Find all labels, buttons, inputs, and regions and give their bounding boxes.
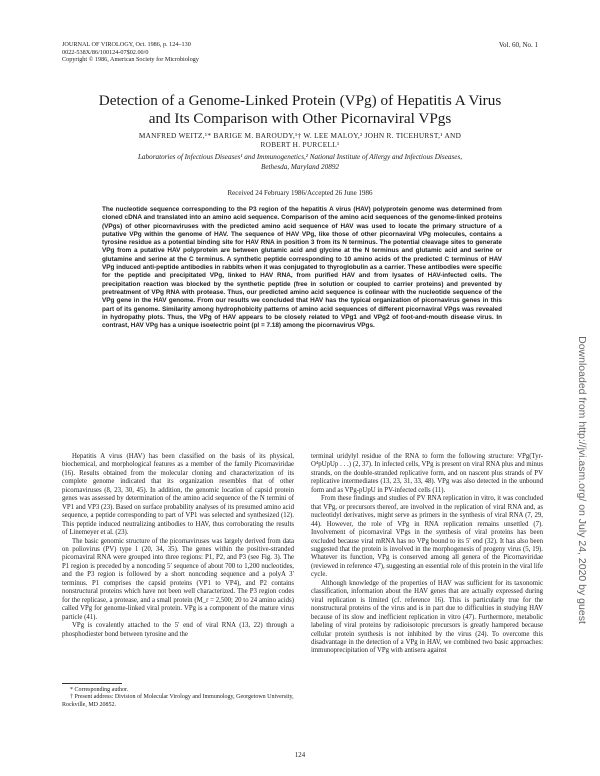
download-watermark: Downloaded from http://jvi.asm.org/ on July 24, 2020 by guest bbox=[576, 336, 588, 624]
page-number: 124 bbox=[294, 752, 306, 759]
paragraph: The basic genomic structure of the picornaviruses was largely derived from data on poliovirus (PV) type 1 (20, 34, 35). The genes within the positive-stranded picornaviral RNA were grouped into three regions: P1, P2, and P3 (see Fig. 3). The P1 region is preceded by a noncoding 5′ sequence of about 700 to 1,200 nucleotides, and the P3 region is followed by a short noncoding sequence and a polyA 3′ terminus. P1 comprises the capsid proteins (VP1 to VP4), and P2 contains nonstructural proteins which have not been well characterized. The P3 region codes for the replicase, a protease, and a small protein (M_r = 2,500; 20 to 24 amino acids) called VPg for genome-linked viral protein. VPg is a component of the mature virus particle (41). bbox=[62, 537, 294, 621]
affiliation-line-2: Bethesda, Maryland 20892 bbox=[260, 162, 340, 171]
abstract: The nucleotide sequence corresponding to the P3 region of the hepatitis A virus (HAV) polyprotein genome was determined from cloned cDNA and translated into an amino acid sequence. Comparison of the amino acid sequences of the genome-linked proteins (VPgs) of other picornaviruses with the predicted amino acid sequence of HAV was used to locate the primary structure of a putative VPg within the genome of HAV. The sequence of HAV VPg, like those of other picornaviral VPg molecules, contains a tyrosine residue as a potential binding site for HAV RNA in position 3 from its N terminus. The potential cleavage sites to generate VPg from a putative HAV polyprotein are between glutamic acid and glycine at the N terminus and glutamic acid and serine or glutamine and serine at the C terminus. A synthetic peptide corresponding to 10 amino acids of the predicted C terminus of HAV VPg induced anti-peptide antibodies in rabbits when it was conjugated to thyroglobulin as a carrier. These antibodies were specific for the peptide and precipitated VPg, linked to HAV RNA, from purified HAV and from lysates of HAV-infected cells. The precipitation reaction was blocked by the synthetic peptide (free in solution or coupled to carrier proteins) and prevented by pretreatment of VPg RNA with protease. Thus, our predicted amino acid sequence is colinear with the nucleotide sequence of the VPg gene in the HAV genome. From our results we concluded that HAV has the typical organization of picornavirus genes in this part of its genome. Similarity among hydrophobicity patterns of amino acid sequences of different picornaviral VPgs was revealed in hydropathy plots. Thus, the VPg of HAV appears to be closely related to VPg1 and VPg2 of foot-and-mouth disease virus. In contrast, HAV VPg has a unique isoelectric point (pI = 7.18) among the picornavirus VPgs. bbox=[102, 206, 502, 330]
affiliations bbox=[70, 153, 530, 172]
footnote-divider bbox=[62, 683, 122, 684]
affiliation-line-1: Laboratories of Infectious Diseases¹ and Immunogenetics,² National Institute of Allergy and Infectious Diseases, bbox=[137, 153, 463, 161]
paragraph: terminal uridylyl residue of the RNA to form the following structure: VPg(Tyr-O⁴pUpUp . . .) (2, 37). In infected cells, VPg is present on viral RNA plus and minus strands, on the double-stranded replicative form, and on nascent plus strands of PV replicative intermediates (13, 23, 31, 33, 48). VPg was also detected in the unbound form and as VPg-pUpU in PV-infected cells (11). bbox=[311, 453, 543, 494]
authors-line-1: MANFRED WEITZ,¹* BARIGE M. BAROUDY,¹† W. LEE MALOY,² JOHN R. TICEHURST,¹ AND bbox=[138, 131, 462, 140]
journal-code: 0022-538X/86/100124-07$02.00/0 bbox=[62, 48, 149, 56]
authors bbox=[60, 131, 540, 150]
footnote-present-address: † Present address: Division of Molecular Virology and Immunology, Georgetown University, Rockville, MD 20852. bbox=[62, 694, 294, 708]
body-column-left bbox=[62, 453, 294, 639]
footnote-corresponding: * Corresponding author. bbox=[70, 687, 129, 693]
footnotes bbox=[62, 687, 294, 709]
paragraph: Although knowledge of the properties of HAV was sufficient for its taxonomic classification, information about the HAV genes that are actually expressed during viral replication is limited (cf. reference 16). This is particularly true for the nonstructural proteins of the virus and is in part due to difficulties in studying HAV because of its slow and inefficient replication in vitro (47). Furthermore, metabolic labeling of viral proteins by radioisotopic precursors is greatly hampered because cellular protein synthesis is not inhibited by the virus (24). To overcome this disadvantage in the detection of a VPg in HAV, we combined two basic approaches: immunoprecipitation of VPg with antisera against bbox=[311, 579, 543, 655]
paragraph: Hepatitis A virus (HAV) has been classified on the basis of its physical, biochemical, and morphological features as a member of the family Picornaviridae (16). Results obtained from the molecular cloning and characterization of its complete genome indicated that its organization resembles that of other picornaviruses (8, 23, 30, 45). In addition, the genomic location of capsid protein genes was assessed by determination of the amino acid sequence of the N termini of VP1 and VP3 (23). Based on surface probability analyses of its presumed amino acid sequence, a peptide corresponding to part of VP1 was selected and synthesized (12). This peptide induced neutralizing antibodies to HAV, thus corroborating the results of Linemeyer et al. (23). bbox=[62, 453, 294, 537]
journal-citation: JOURNAL OF VIROLOGY, Oct. 1986, p. 124–130 bbox=[62, 41, 191, 48]
article-title bbox=[40, 92, 560, 127]
body-column-right bbox=[311, 453, 543, 656]
journal-copyright: Copyright © 1986, American Society for Microbiology bbox=[62, 56, 199, 64]
received-dates: Received 24 February 1986/Accepted 26 June 1986 bbox=[227, 189, 373, 197]
title-line-1: Detection of a Genome-Linked Protein (VPg) of Hepatitis A Virus bbox=[98, 92, 502, 109]
title-line-2: and Its Comparison with Other Picornaviral VPgs bbox=[148, 109, 452, 127]
paragraph: VPg is covalently attached to the 5′ end of viral RNA (13, 22) through a phosphodiester bond between tyrosine and the bbox=[62, 622, 294, 638]
journal-volume: Vol. 60, No. 1 bbox=[498, 41, 538, 49]
journal-header bbox=[62, 41, 322, 64]
paragraph: From these findings and studies of PV RNA replication in vitro, it was concluded that VPg, or precursors thereof, are involved in the replication of viral RNA and, as nucleotidyl derivatives, might serve as primers in the synthesis of viral RNA (7, 29, 44). However, the role of VPg in RNA replication remains unsettled (7). Involvement of picornaviral VPgs in the synthesis of viral proteins has been excluded because viral mRNA has no VPg bound to its 5′ end (32). It has also been suggested that the protein is involved in the morphogenesis of progeny virus (5, 19). Whatever its function, VPg is conserved among all genera of the Picornaviridae (reviewed in reference 47), suggesting an essential role of this protein in the viral life cycle. bbox=[311, 495, 543, 579]
authors-line-2: ROBERT H. PURCELL¹ bbox=[260, 140, 340, 150]
